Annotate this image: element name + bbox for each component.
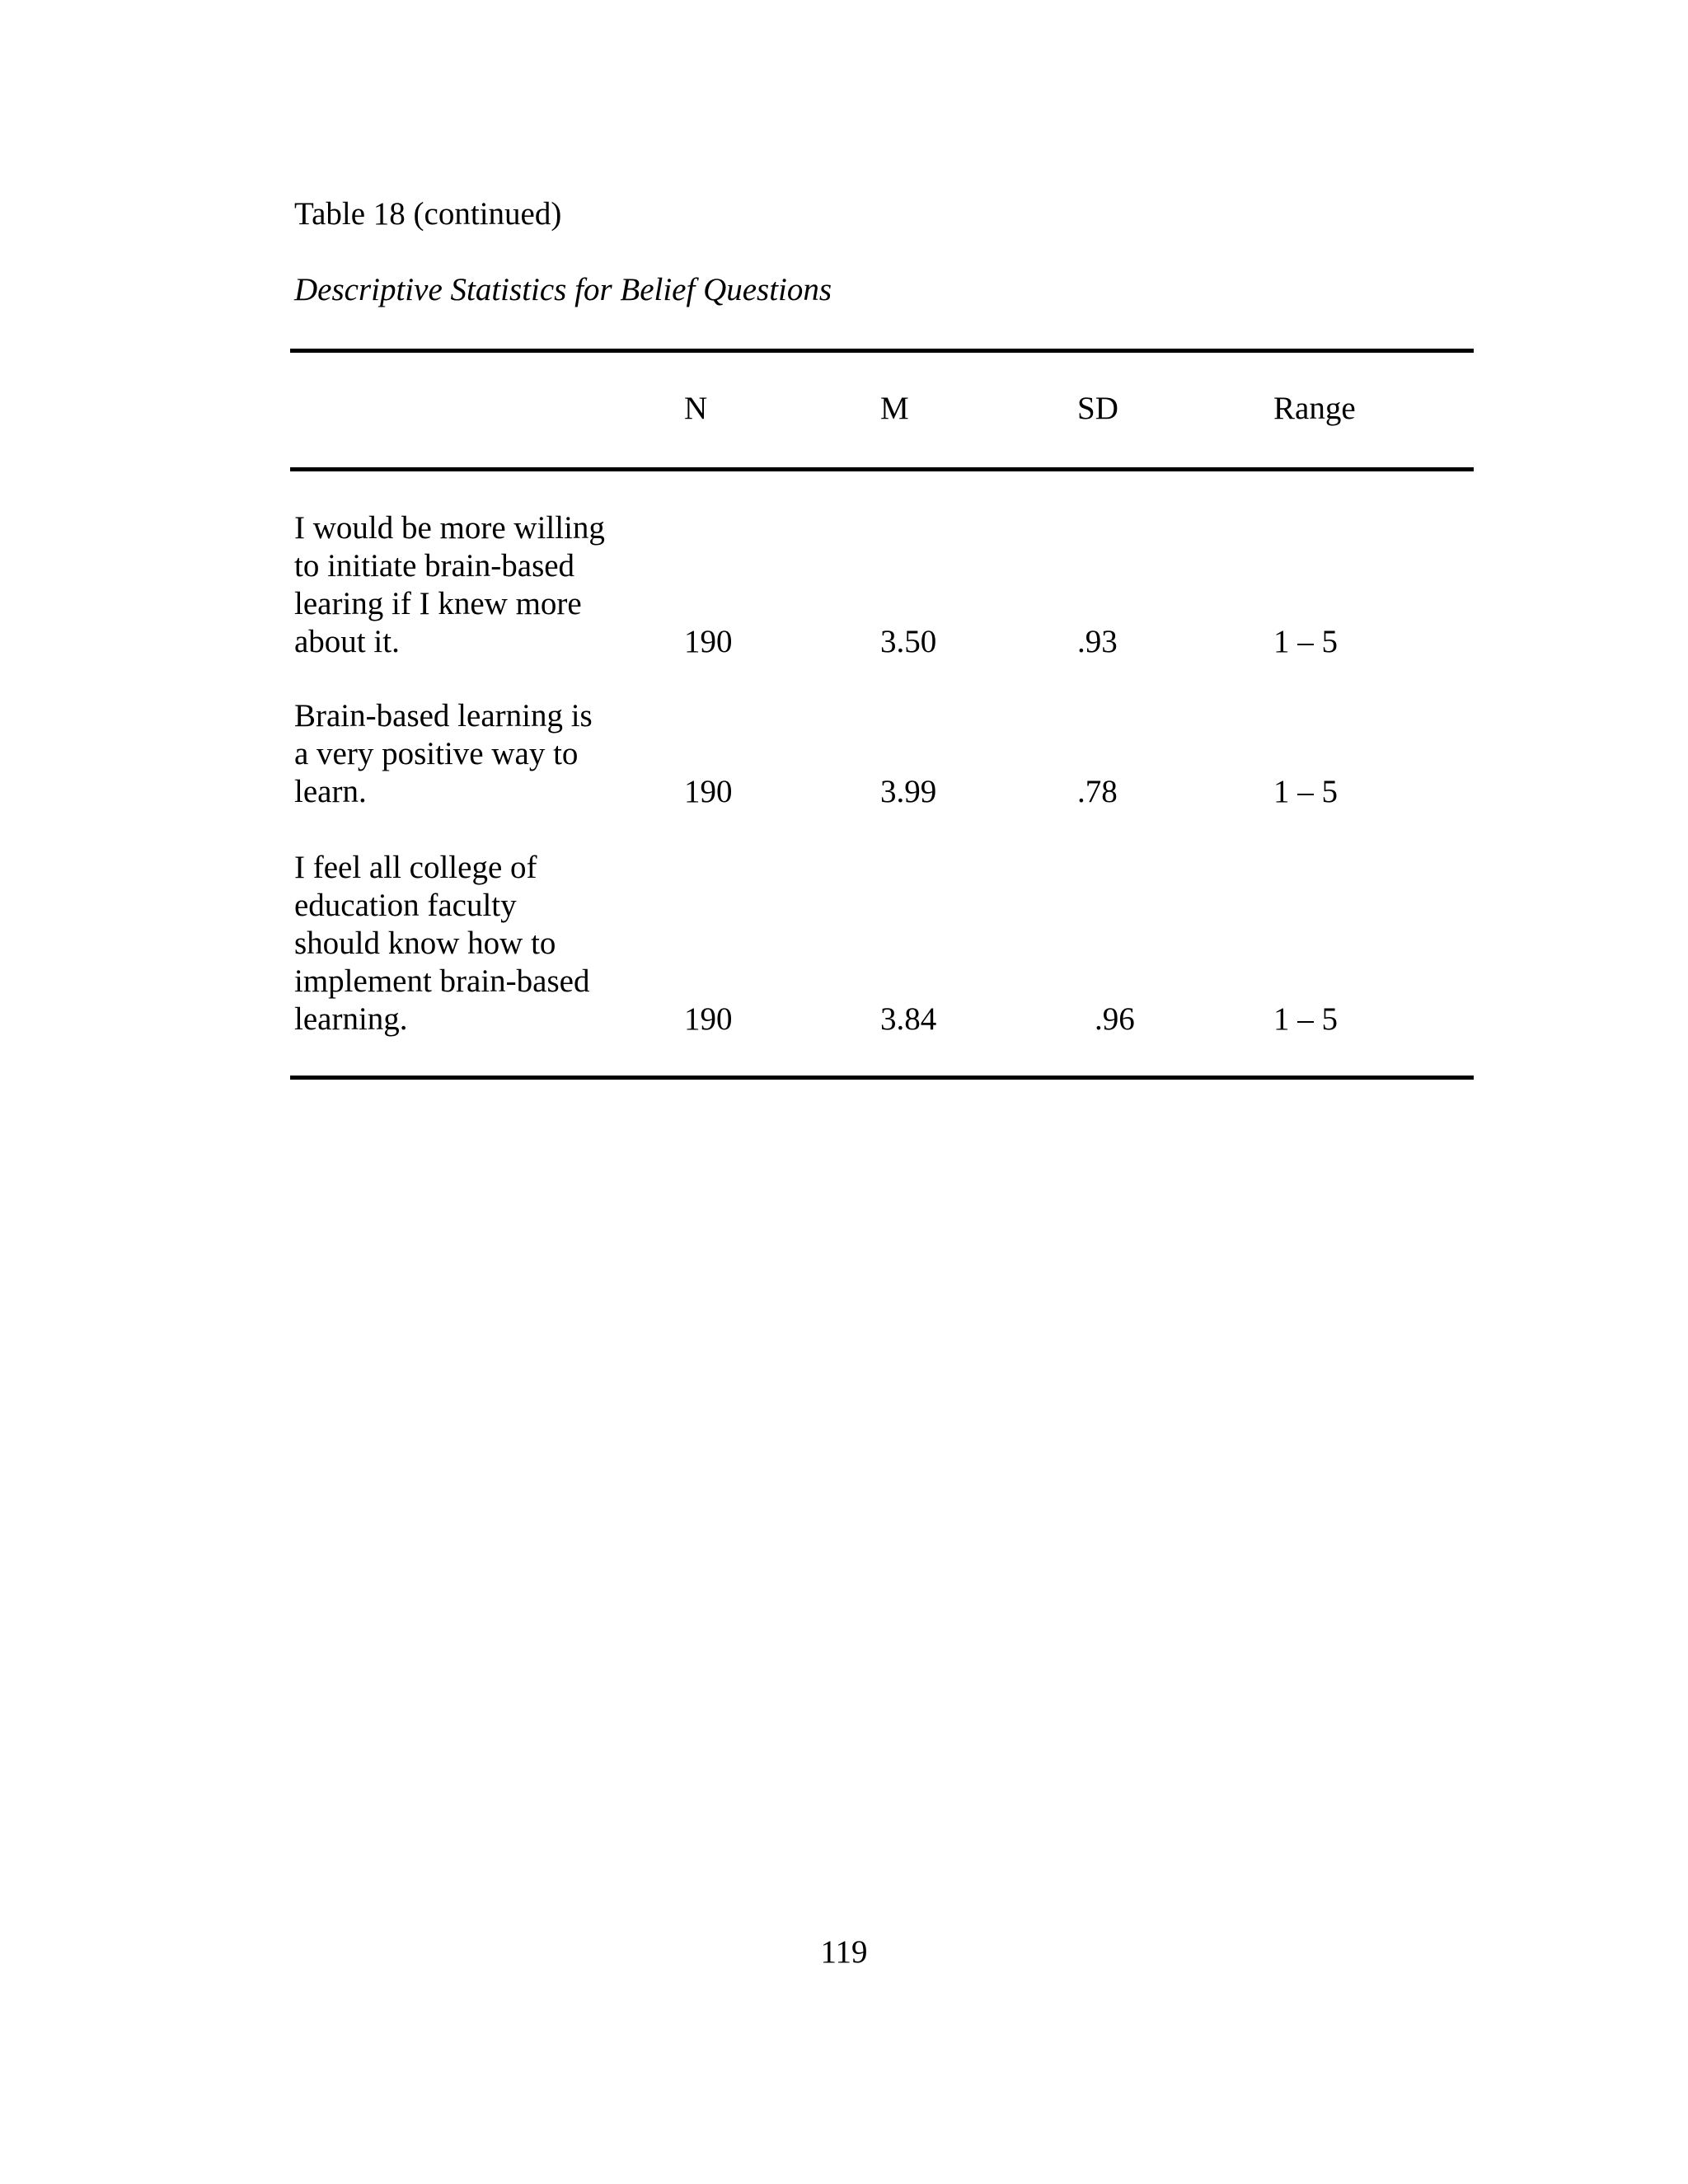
column-header-m: M: [880, 391, 909, 426]
column-header-n: N: [684, 391, 708, 426]
table-header-rule: [290, 467, 1474, 471]
row-sd-value: .78: [1077, 774, 1118, 809]
row-question: I would be more willing to initiate brain-based learing if I knew more about it.: [294, 510, 605, 659]
row-range-value: 1 – 5: [1273, 774, 1338, 809]
row-n-value: 190: [684, 1001, 733, 1037]
row-range-value: 1 – 5: [1273, 1001, 1338, 1037]
column-header-sd: SD: [1077, 391, 1118, 426]
row-sd-value: .93: [1077, 624, 1118, 659]
row-question: Brain-based learning is a very positive way to learn.: [294, 698, 593, 809]
row-n-value: 190: [684, 624, 733, 659]
row-question: I feel all college of education faculty should know how to implement brain-based learning.: [294, 850, 590, 1037]
row-m-value: 3.84: [880, 1001, 937, 1037]
row-n-value: 190: [684, 774, 733, 809]
table-bottom-rule: [290, 1076, 1474, 1080]
table-label: Table 18 (continued): [294, 196, 562, 232]
table-caption: Descriptive Statistics for Belief Questions: [294, 272, 832, 307]
row-m-value: 3.50: [880, 624, 937, 659]
row-range-value: 1 – 5: [1273, 624, 1338, 659]
row-m-value: 3.99: [880, 774, 937, 809]
table-top-rule: [290, 349, 1474, 353]
column-header-range: Range: [1273, 391, 1356, 426]
page-number: 119: [820, 1934, 868, 1970]
row-sd-value: .96: [1095, 1001, 1135, 1037]
